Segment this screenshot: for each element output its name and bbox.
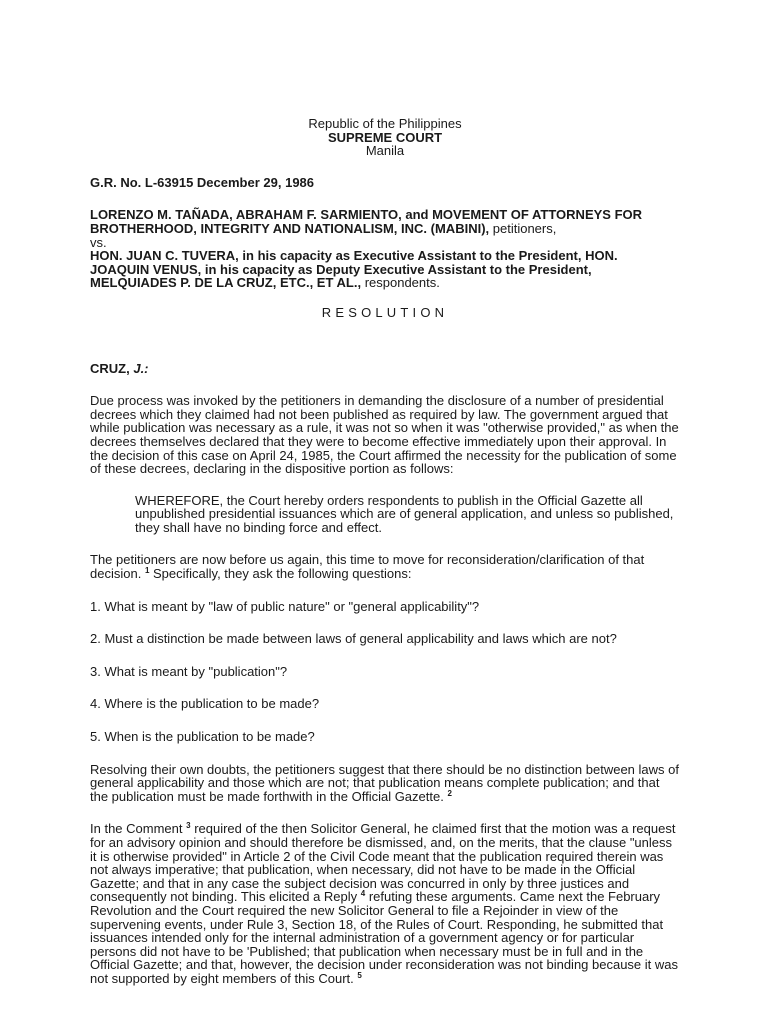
document-title: RESOLUTION [321, 304, 449, 320]
ponente-suffix: J.: [133, 360, 149, 376]
paragraph-4-text-c: refuting these arguments. Came next the February Revolution and the Court required the new Solicitor General to file a Rejoinder in view of the supervening events, under Rule 3, Section 18, of the Rules of Court. Responding, he submitted that issuances intended only for the internal administration of a government agency or for particular persons did not have to be 'Published; that publication when necessary must be in full and in the Official Gazette; and that, however, the decision under reconsideration was not binding because it was not supported by eight members of this Court. [90, 889, 679, 986]
footnote-ref-3[interactable]: 3 [186, 821, 191, 831]
petitioners-role: petitioners, [489, 220, 557, 236]
paragraph-4-text-a: In the Comment [90, 821, 183, 837]
question-5: 5. When is the publication to be made? [90, 729, 315, 745]
paragraph-4 [90, 822, 680, 985]
paragraph-4-text-b: required of the then Solicitor General, he claimed first that the motion was a request for an advisory opinion and should therefore be dismissed, and, on the merits, that the clause "unless it is otherwise provided" in Article 2 of the Civil Code meant that the publication required therein was not always imperative; that publication, when necessary, did not have to be made in the Official Gazette; and that in any case the subject decision was concurred in only by three justices and consequently not binding. This elicited a Reply [90, 821, 676, 905]
court-name: SUPREME COURT [327, 129, 443, 145]
paragraph-2-text-b: Specifically, they ask the following questions: [149, 566, 412, 582]
footnote-ref-5[interactable]: 5 [357, 970, 362, 980]
respondents [90, 249, 680, 290]
dispositive-quote: WHEREFORE, the Court hereby orders respondents to publish in the Official Gazette all unpublished presidential issuances which are of general application, and unless so published, they shall have no binding force and effect. [135, 492, 674, 535]
footnote-ref-1[interactable]: 1 [144, 566, 150, 576]
paragraph-3 [90, 763, 680, 804]
court-header [90, 117, 680, 158]
question-2: 2. Must a distinction be made between laws of general applicability and laws which are not? [90, 631, 617, 647]
respondents-role: respondents. [361, 275, 440, 291]
petitioners [90, 208, 680, 235]
court-city: Manila [365, 143, 405, 159]
paragraph-3-text: Resolving their own doubts, the petitioners suggest that there should be no distinction between laws of general applicability and those which are not; that publication means complete publication; and that the publication must be made forthwith in the Official Gazette. [90, 761, 679, 804]
respondents-names: HON. JUAN C. TUVERA, in his capacity as Executive Assistant to the President, HON. JOAQUIN VENUS, in his capacity as Deputy Executive Assistant to the President, MELQUIADES P. DE LA CRUZ, ETC., ET AL., [90, 248, 618, 291]
case-number: G.R. No. L-63915 December 29, 1986 [90, 174, 315, 190]
ponente [90, 362, 680, 376]
paragraph-2 [90, 553, 680, 580]
versus: vs. [90, 234, 107, 250]
petitioners-names: LORENZO M. TAÑADA, ABRAHAM F. SARMIENTO, and MOVEMENT OF ATTORNEYS FOR BROTHERHOOD, INTEGRITY AND NATIONALISM, INC. (MABINI), [90, 207, 643, 236]
footnote-ref-4[interactable]: 4 [360, 889, 366, 899]
document-content [90, 117, 680, 986]
paragraph-1: Due process was invoked by the petitioners in demanding the disclosure of a number of presidential decrees which they claimed had not been published as required by law. The government argued that while publication was necessary as a rule, it was not so when it was "otherwise provided," as when the decrees themselves declared that they were to become effective immediately upon their approval. In the decision of this case on April 24, 1985, the Court affirmed the necessity for the publication of some of these decrees, declaring in the dispositive portion as follows: [90, 393, 679, 477]
question-4: 4. Where is the publication to be made? [90, 696, 320, 712]
paragraph-2-text-a: The petitioners are now before us again, this time to move for reconsideration/clarification of that decision. [90, 552, 645, 582]
question-1: 1. What is meant by "law of public nature" or "general applicability"? [90, 598, 480, 614]
republic-line: Republic of the Philippines [308, 116, 462, 131]
case-parties [90, 208, 680, 290]
footnote-ref-2[interactable]: 2 [447, 788, 452, 798]
ponente-name: CRUZ, [90, 360, 130, 376]
question-3: 3. What is meant by "publication"? [90, 663, 288, 679]
